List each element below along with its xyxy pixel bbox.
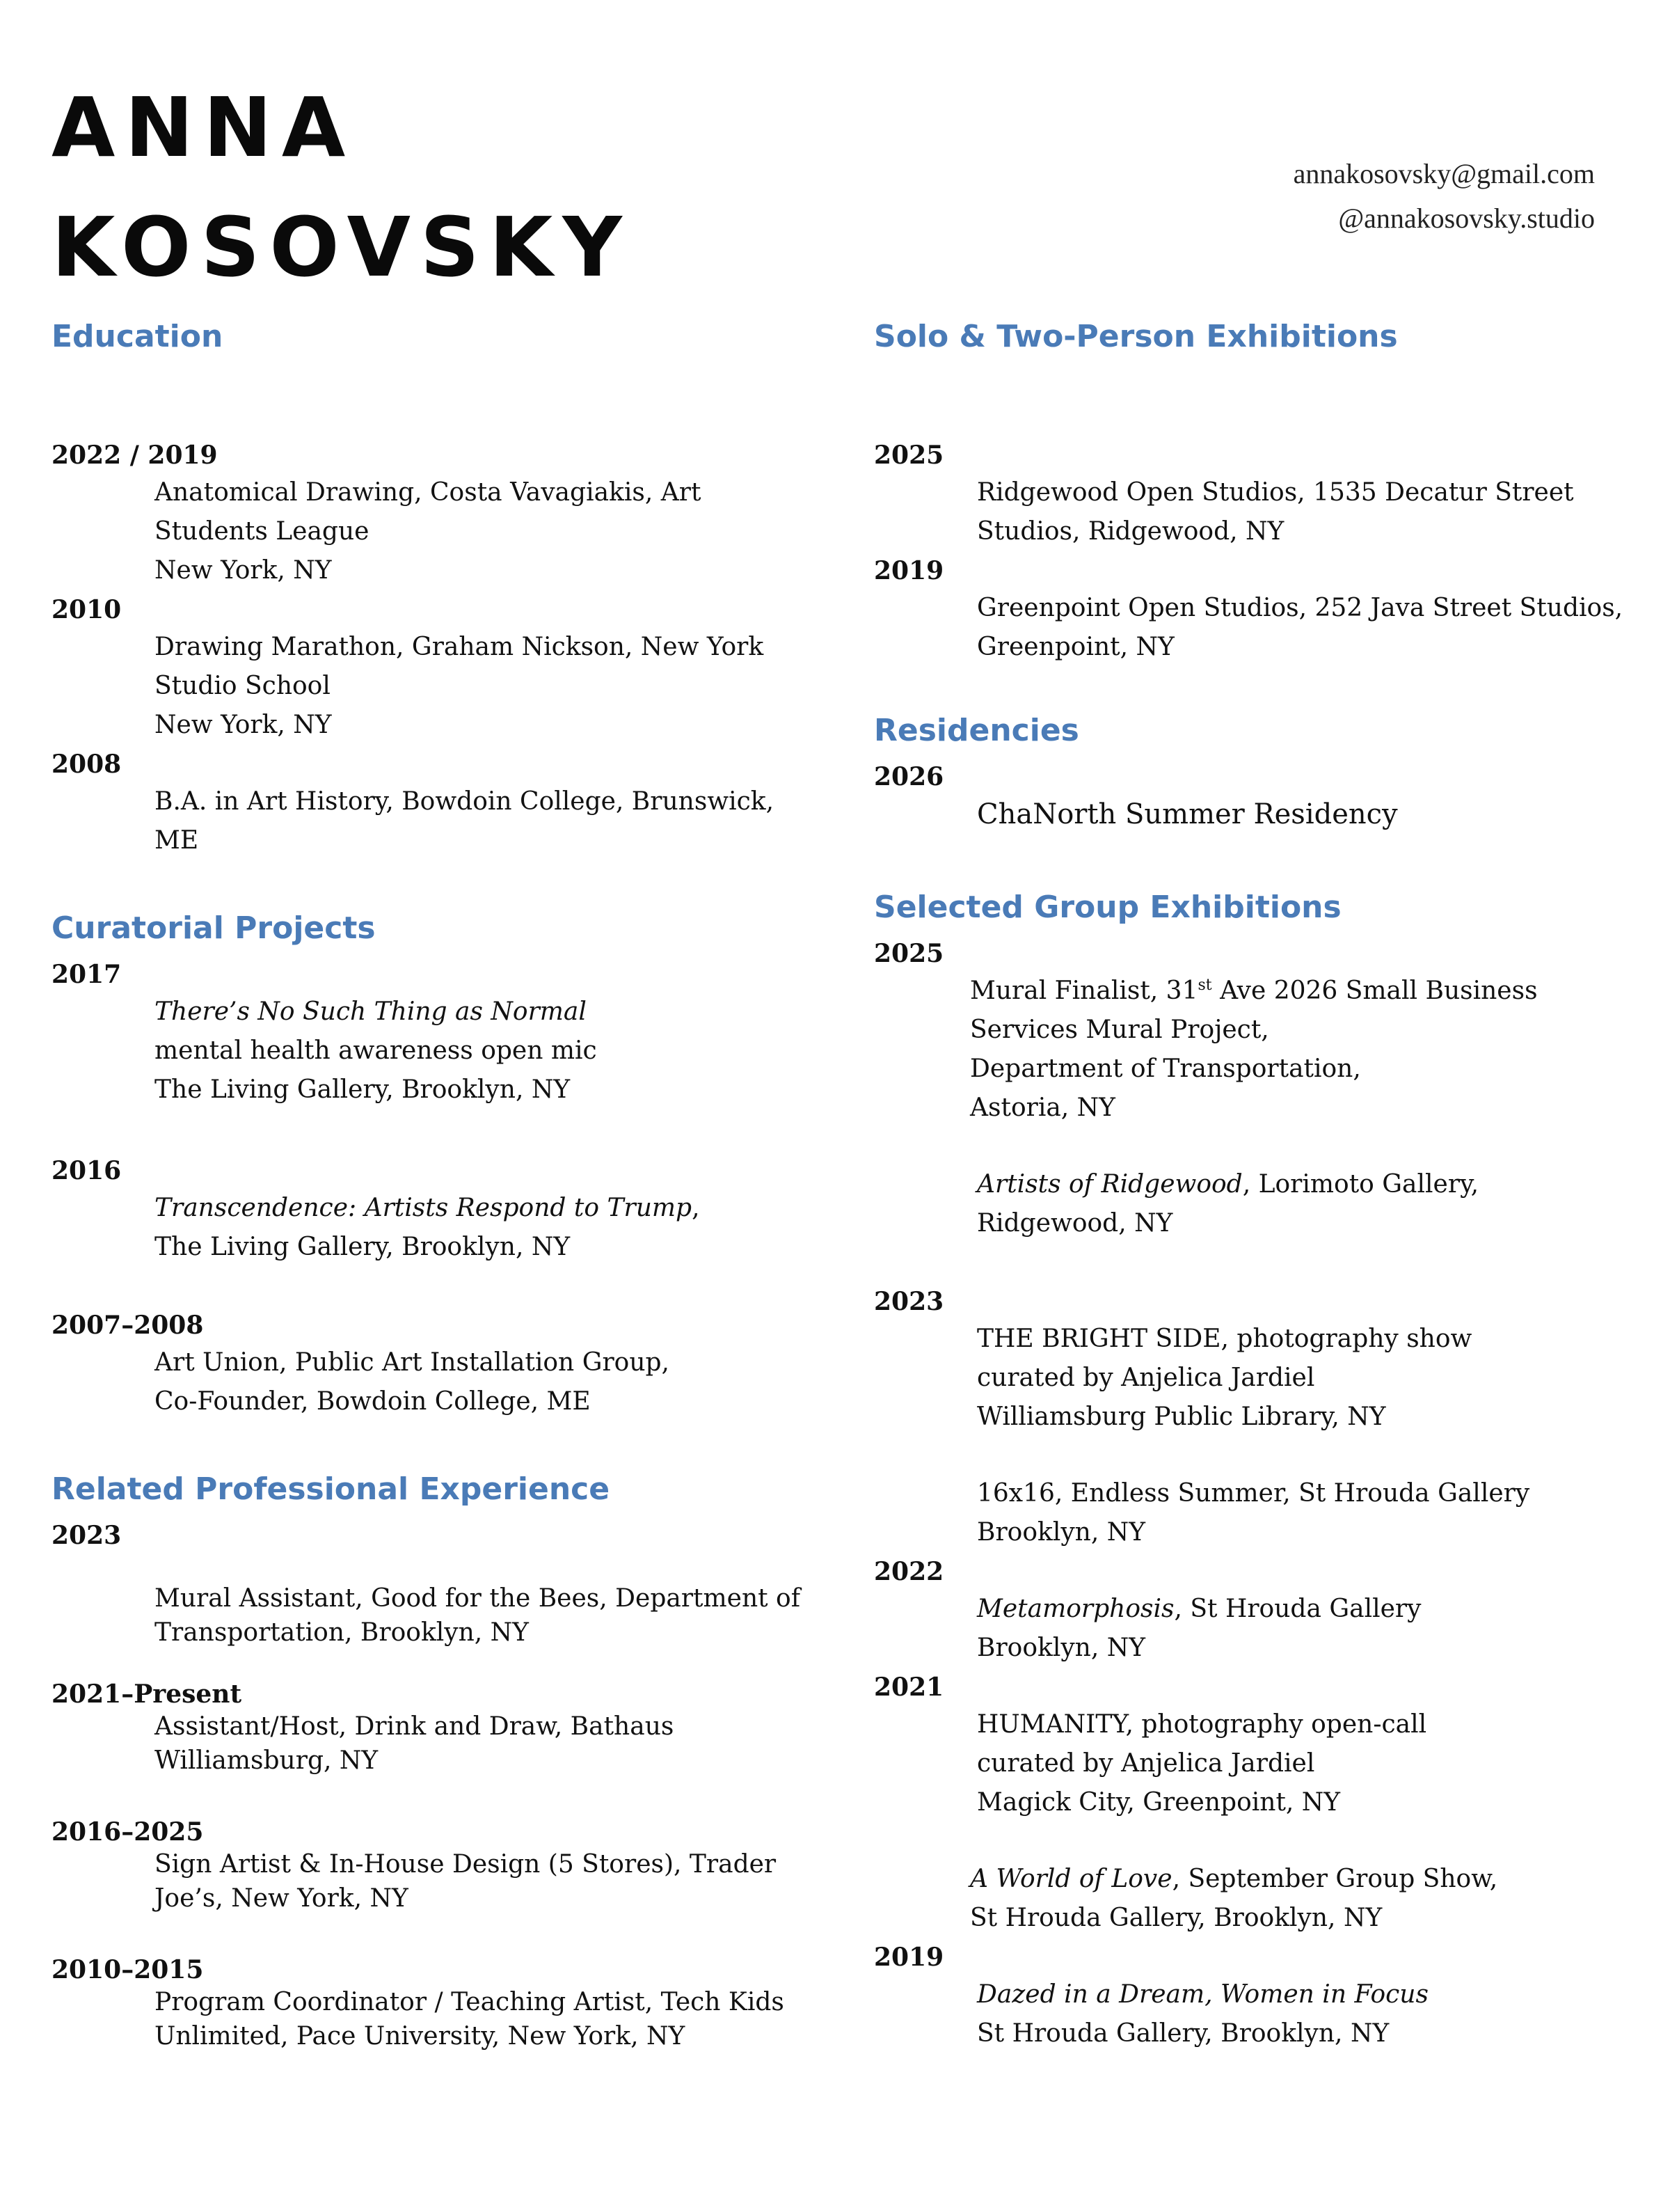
entry-line: Ridgewood Open Studios, 1535 Decatur Street [977,478,1574,507]
entry-title: Dazed in a Dream, Women in Focus [977,1980,1429,2009]
professional-entry [154,1581,800,1650]
entry-title: Metamorphosis [977,1595,1175,1623]
entry-text: , Lorimoto Gallery, [1242,1170,1479,1199]
curatorial-entry [154,1189,700,1267]
entry-text: Ave 2026 Small Business [1211,977,1538,1005]
entry-line: Williamsburg, NY [154,1746,379,1775]
entry-line: Services Mural Project, [970,1016,1269,1044]
entry-line: Astoria, NY [970,1093,1115,1122]
entry-line: Ridgewood, NY [977,1209,1173,1238]
professional-entry [154,1709,674,1778]
entry-title: There’s No Such Thing as Normal [154,997,587,1026]
entry-line: curated by Anjelica Jardiel [977,1749,1315,1778]
entry-text: , St Hrouda Gallery [1174,1595,1422,1623]
solo-year: 2019 [874,556,944,585]
group-entry [977,1474,1529,1552]
entry-line: Department of Transportation, [970,1054,1361,1083]
group-entry [977,1590,1421,1668]
entry-line: Williamsburg Public Library, NY [977,1403,1386,1431]
professional-year: 2023 [51,1521,122,1550]
entry-line: curated by Anjelica Jardiel [977,1364,1315,1392]
group-year: 2021 [874,1673,944,1702]
education-entry [154,473,701,590]
residency-year: 2026 [874,762,944,791]
professional-year: 2010–2015 [51,1955,204,1984]
entry-line: Greenpoint Open Studios, 252 Java Street Studios, [977,594,1623,622]
section-title-education: Education [51,319,223,354]
entry-line: St Hrouda Gallery, Brooklyn, NY [977,2019,1390,2048]
section-title-curatorial: Curatorial Projects [51,910,376,946]
education-entry [154,628,763,745]
professional-year: 2021–Present [51,1680,242,1709]
entry-line: Co-Founder, Bowdoin College, ME [154,1387,591,1416]
group-entry [970,972,1538,1128]
entry-line: Mural Assistant, Good for the Bees, Department of [154,1584,801,1613]
entry-superscript: st [1198,977,1212,994]
entry-title-suffix: , [692,1194,700,1222]
entry-line: Brooklyn, NY [977,1518,1146,1547]
entry-text: Mural Finalist, 31 [970,977,1198,1005]
education-year: 2022 / 2019 [51,441,218,470]
curatorial-entry [154,1343,669,1421]
group-entry [970,1860,1497,1938]
entry-text: , September Group Show, [1172,1865,1498,1893]
entry-title: Transcendence: Artists Respond to Trump [154,1194,692,1222]
entry-line: Art Union, Public Art Installation Group, [154,1348,670,1377]
entry-line: Joe’s, New York, NY [154,1884,408,1913]
entry-line: THE BRIGHT SIDE, photography show [977,1325,1472,1353]
entry-line: Program Coordinator / Teaching Artist, Tech Kids [154,1988,784,2016]
section-title-professional: Related Professional Experience [51,1471,610,1507]
entry-line: St Hrouda Gallery, Brooklyn, NY [970,1904,1383,1932]
entry-line: 16x16, Endless Summer, St Hrouda Gallery [977,1479,1530,1508]
education-year: 2010 [51,595,122,624]
entry-title: Artists of Ridgewood [977,1170,1243,1199]
entry-line: Studios, Ridgewood, NY [977,517,1285,546]
group-year: 2019 [874,1943,944,1972]
contact-email[interactable]: annakosovsky@gmail.com [1293,158,1595,189]
solo-year: 2025 [874,441,944,470]
solo-entry [977,589,1623,667]
entry-line: Drawing Marathon, Graham Nickson, New York [154,633,764,661]
group-entry [977,1975,1429,2053]
entry-line: Studio School [154,672,331,700]
name-last: KOSOVSKY [51,199,632,295]
residency-entry [977,795,1398,834]
entry-line: Sign Artist & In-House Design (5 Stores), Trader [154,1850,777,1879]
solo-entry [977,473,1574,551]
professional-entry [154,1847,776,1915]
entry-line: Students League [154,517,369,546]
entry-line: Brooklyn, NY [977,1634,1146,1662]
contact-handle[interactable]: @annakosovsky.studio [1338,203,1595,234]
group-year: 2022 [874,1557,944,1586]
entry-line: B.A. in Art History, Bowdoin College, Brunswick, [154,787,774,816]
curatorial-entry [154,993,597,1109]
entry-line: Anatomical Drawing, Costa Vavagiakis, Art [154,478,701,507]
entry-line: Transportation, Brooklyn, NY [154,1618,529,1647]
entry-line: Magick City, Greenpoint, NY [977,1788,1341,1817]
professional-entry [154,1985,784,2053]
entry-line: Unlimited, Pace University, New York, NY [154,2022,685,2051]
group-year: 2023 [874,1287,944,1316]
education-entry [154,782,774,860]
name-first: ANNA [51,79,356,175]
professional-year: 2016–2025 [51,1817,204,1847]
group-year: 2025 [874,939,944,968]
section-title-group: Selected Group Exhibitions [874,890,1342,925]
entry-line: HUMANITY, photography open-call [977,1710,1427,1739]
group-entry [977,1320,1472,1437]
curatorial-year: 2016 [51,1156,122,1185]
section-title-residencies: Residencies [874,713,1079,748]
entry-line: The Living Gallery, Brooklyn, NY [154,1075,571,1104]
entry-line: Assistant/Host, Drink and Draw, Bathaus [154,1712,674,1741]
section-title-solo: Solo & Two-Person Exhibitions [874,319,1398,354]
entry-line: ME [154,826,199,855]
entry-line: New York, NY [154,556,332,585]
group-entry [977,1165,1479,1243]
entry-line: mental health awareness open mic [154,1036,597,1065]
entry-title: A World of Love [970,1865,1172,1893]
curatorial-year: 2007–2008 [51,1311,204,1340]
entry-line: New York, NY [154,711,332,739]
education-year: 2008 [51,750,122,779]
entry-line: ChaNorth Summer Residency [977,798,1398,830]
entry-line: Greenpoint, NY [977,633,1175,661]
group-entry [977,1705,1426,1822]
curatorial-year: 2017 [51,960,122,989]
entry-line: The Living Gallery, Brooklyn, NY [154,1233,571,1261]
